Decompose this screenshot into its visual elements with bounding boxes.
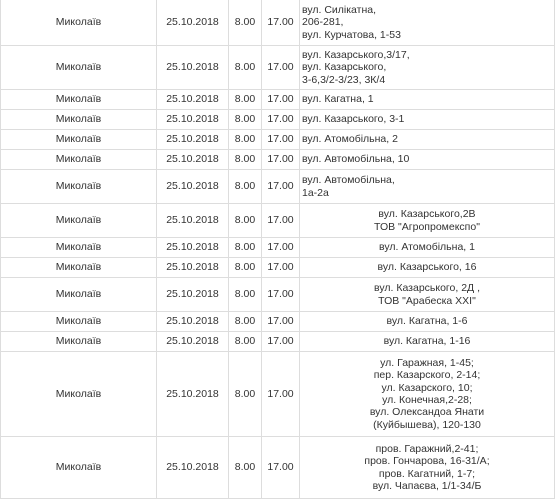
end-time-cell: 17.00 xyxy=(262,352,300,437)
start-time-cell: 8.00 xyxy=(229,170,262,204)
date-cell: 25.10.2018 xyxy=(157,278,229,312)
address-line: вул. Олександоа Янати xyxy=(369,406,485,419)
city-cell: Миколаїв xyxy=(1,110,157,130)
table-row xyxy=(1,437,555,499)
table-row xyxy=(1,352,555,437)
address-line: 1а-2а xyxy=(302,186,329,199)
start-time-cell: 8.00 xyxy=(229,437,262,499)
start-time-cell: 8.00 xyxy=(229,110,262,130)
address-cell xyxy=(300,437,555,499)
address-cell xyxy=(300,278,555,312)
address-cell xyxy=(300,150,555,170)
table-row xyxy=(1,130,555,150)
city-cell: Миколаїв xyxy=(1,258,157,278)
city-cell: Миколаїв xyxy=(1,238,157,258)
address-cell xyxy=(300,352,555,437)
start-time-cell: 8.00 xyxy=(229,204,262,238)
address-line: ТОВ "Арабеска ХХІ" xyxy=(378,294,476,307)
address-cell xyxy=(300,0,555,46)
start-time-cell: 8.00 xyxy=(229,332,262,352)
address-line: (Куйбышева), 120-130 xyxy=(373,418,481,431)
end-time-cell: 17.00 xyxy=(262,238,300,258)
address-line: вул. Кагатна, 1 xyxy=(302,93,374,106)
end-time-cell: 17.00 xyxy=(262,0,300,46)
address-line: вул. Кагатна, 1-16 xyxy=(383,335,471,348)
table-row xyxy=(1,312,555,332)
table-row xyxy=(1,46,555,90)
address-line: вул. Казарського, 2Д , xyxy=(374,282,480,295)
city-cell: Миколаїв xyxy=(1,437,157,499)
city-cell: Миколаїв xyxy=(1,278,157,312)
address-cell xyxy=(300,204,555,238)
start-time-cell: 8.00 xyxy=(229,258,262,278)
table-row xyxy=(1,278,555,312)
address-line: вул. Казарського,3/17, xyxy=(302,48,410,61)
table-row xyxy=(1,258,555,278)
table-row xyxy=(1,170,555,204)
address-line: вул. Силікатна, xyxy=(302,3,377,16)
address-line: пров. Гончарова, 16-31/А; xyxy=(364,455,490,468)
start-time-cell: 8.00 xyxy=(229,238,262,258)
city-cell: Миколаїв xyxy=(1,170,157,204)
address-line: 3-6,3/2-3/23, 3К/4 xyxy=(302,73,386,86)
address-cell xyxy=(300,130,555,150)
date-cell: 25.10.2018 xyxy=(157,332,229,352)
address-line: пер. Казарского, 2-14; xyxy=(373,369,481,382)
address-line: ул. Конечная,2-28; xyxy=(382,394,472,406)
address-cell xyxy=(300,46,555,90)
date-cell: 25.10.2018 xyxy=(157,238,229,258)
table-row xyxy=(1,204,555,238)
date-cell: 25.10.2018 xyxy=(157,90,229,110)
address-cell xyxy=(300,332,555,352)
address-cell xyxy=(300,90,555,110)
date-cell: 25.10.2018 xyxy=(157,204,229,238)
address-cell xyxy=(300,170,555,204)
address-cell xyxy=(300,312,555,332)
address-line: вул. Атомобільна, 2 xyxy=(302,133,398,146)
address-line: вул. Казарського, 3-1 xyxy=(302,113,405,126)
city-cell: Миколаїв xyxy=(1,150,157,170)
address-line: вул. Казарського, xyxy=(302,61,387,74)
city-cell: Миколаїв xyxy=(1,312,157,332)
city-cell: Миколаїв xyxy=(1,204,157,238)
address-line: вул. Автомобільна, 10 xyxy=(302,153,410,166)
address-line: вул. Кагатна, 1-6 xyxy=(386,315,468,328)
date-cell: 25.10.2018 xyxy=(157,0,229,46)
date-cell: 25.10.2018 xyxy=(157,150,229,170)
end-time-cell: 17.00 xyxy=(262,204,300,238)
table-row xyxy=(1,238,555,258)
start-time-cell: 8.00 xyxy=(229,46,262,90)
city-cell: Миколаїв xyxy=(1,130,157,150)
table-row xyxy=(1,110,555,130)
address-line: вул. Казарського,2В xyxy=(378,208,476,221)
table-row xyxy=(1,90,555,110)
address-line: вул. Автомобільна, xyxy=(302,174,395,187)
end-time-cell: 17.00 xyxy=(262,90,300,110)
start-time-cell: 8.00 xyxy=(229,278,262,312)
date-cell: 25.10.2018 xyxy=(157,130,229,150)
date-cell: 25.10.2018 xyxy=(157,312,229,332)
city-cell: Миколаїв xyxy=(1,0,157,46)
table-row xyxy=(1,150,555,170)
date-cell: 25.10.2018 xyxy=(157,258,229,278)
address-line: вул. Чапаєва, 1/1-34/Б xyxy=(372,479,482,492)
end-time-cell: 17.00 xyxy=(262,46,300,90)
end-time-cell: 17.00 xyxy=(262,258,300,278)
start-time-cell: 8.00 xyxy=(229,352,262,437)
city-cell: Миколаїв xyxy=(1,46,157,90)
date-cell: 25.10.2018 xyxy=(157,170,229,204)
address-cell xyxy=(300,258,555,278)
date-cell: 25.10.2018 xyxy=(157,352,229,437)
end-time-cell: 17.00 xyxy=(262,332,300,352)
end-time-cell: 17.00 xyxy=(262,130,300,150)
start-time-cell: 8.00 xyxy=(229,130,262,150)
address-line: вул. Казарського, 16 xyxy=(377,261,477,274)
start-time-cell: 8.00 xyxy=(229,90,262,110)
address-cell xyxy=(300,110,555,130)
address-line: пров. Кагатний, 1-7; xyxy=(378,467,476,480)
start-time-cell: 8.00 xyxy=(229,312,262,332)
address-cell xyxy=(300,238,555,258)
start-time-cell: 8.00 xyxy=(229,0,262,46)
address-line: пров. Гаражний,2-41; xyxy=(375,442,479,455)
city-cell: Миколаїв xyxy=(1,332,157,352)
address-line: ул. Казарского, 10; xyxy=(381,381,473,394)
end-time-cell: 17.00 xyxy=(262,110,300,130)
end-time-cell: 17.00 xyxy=(262,150,300,170)
address-line: 206-281, xyxy=(302,16,344,29)
date-cell: 25.10.2018 xyxy=(157,46,229,90)
end-time-cell: 17.00 xyxy=(262,278,300,312)
address-line: ул. Гаражная, 1-45; xyxy=(380,356,474,369)
city-cell: Миколаїв xyxy=(1,352,157,437)
end-time-cell: 17.00 xyxy=(262,437,300,499)
end-time-cell: 17.00 xyxy=(262,170,300,204)
start-time-cell: 8.00 xyxy=(229,150,262,170)
table-row xyxy=(1,0,555,46)
address-line: вул. Атомобільна, 1 xyxy=(379,241,475,254)
end-time-cell: 17.00 xyxy=(262,312,300,332)
table-row xyxy=(1,332,555,352)
city-cell: Миколаїв xyxy=(1,90,157,110)
date-cell: 25.10.2018 xyxy=(157,437,229,499)
address-line: ТОВ "Агропромекспо" xyxy=(374,220,480,233)
date-cell: 25.10.2018 xyxy=(157,110,229,130)
address-line: вул. Курчатова, 1-53 xyxy=(302,28,401,41)
table-body xyxy=(1,0,555,499)
